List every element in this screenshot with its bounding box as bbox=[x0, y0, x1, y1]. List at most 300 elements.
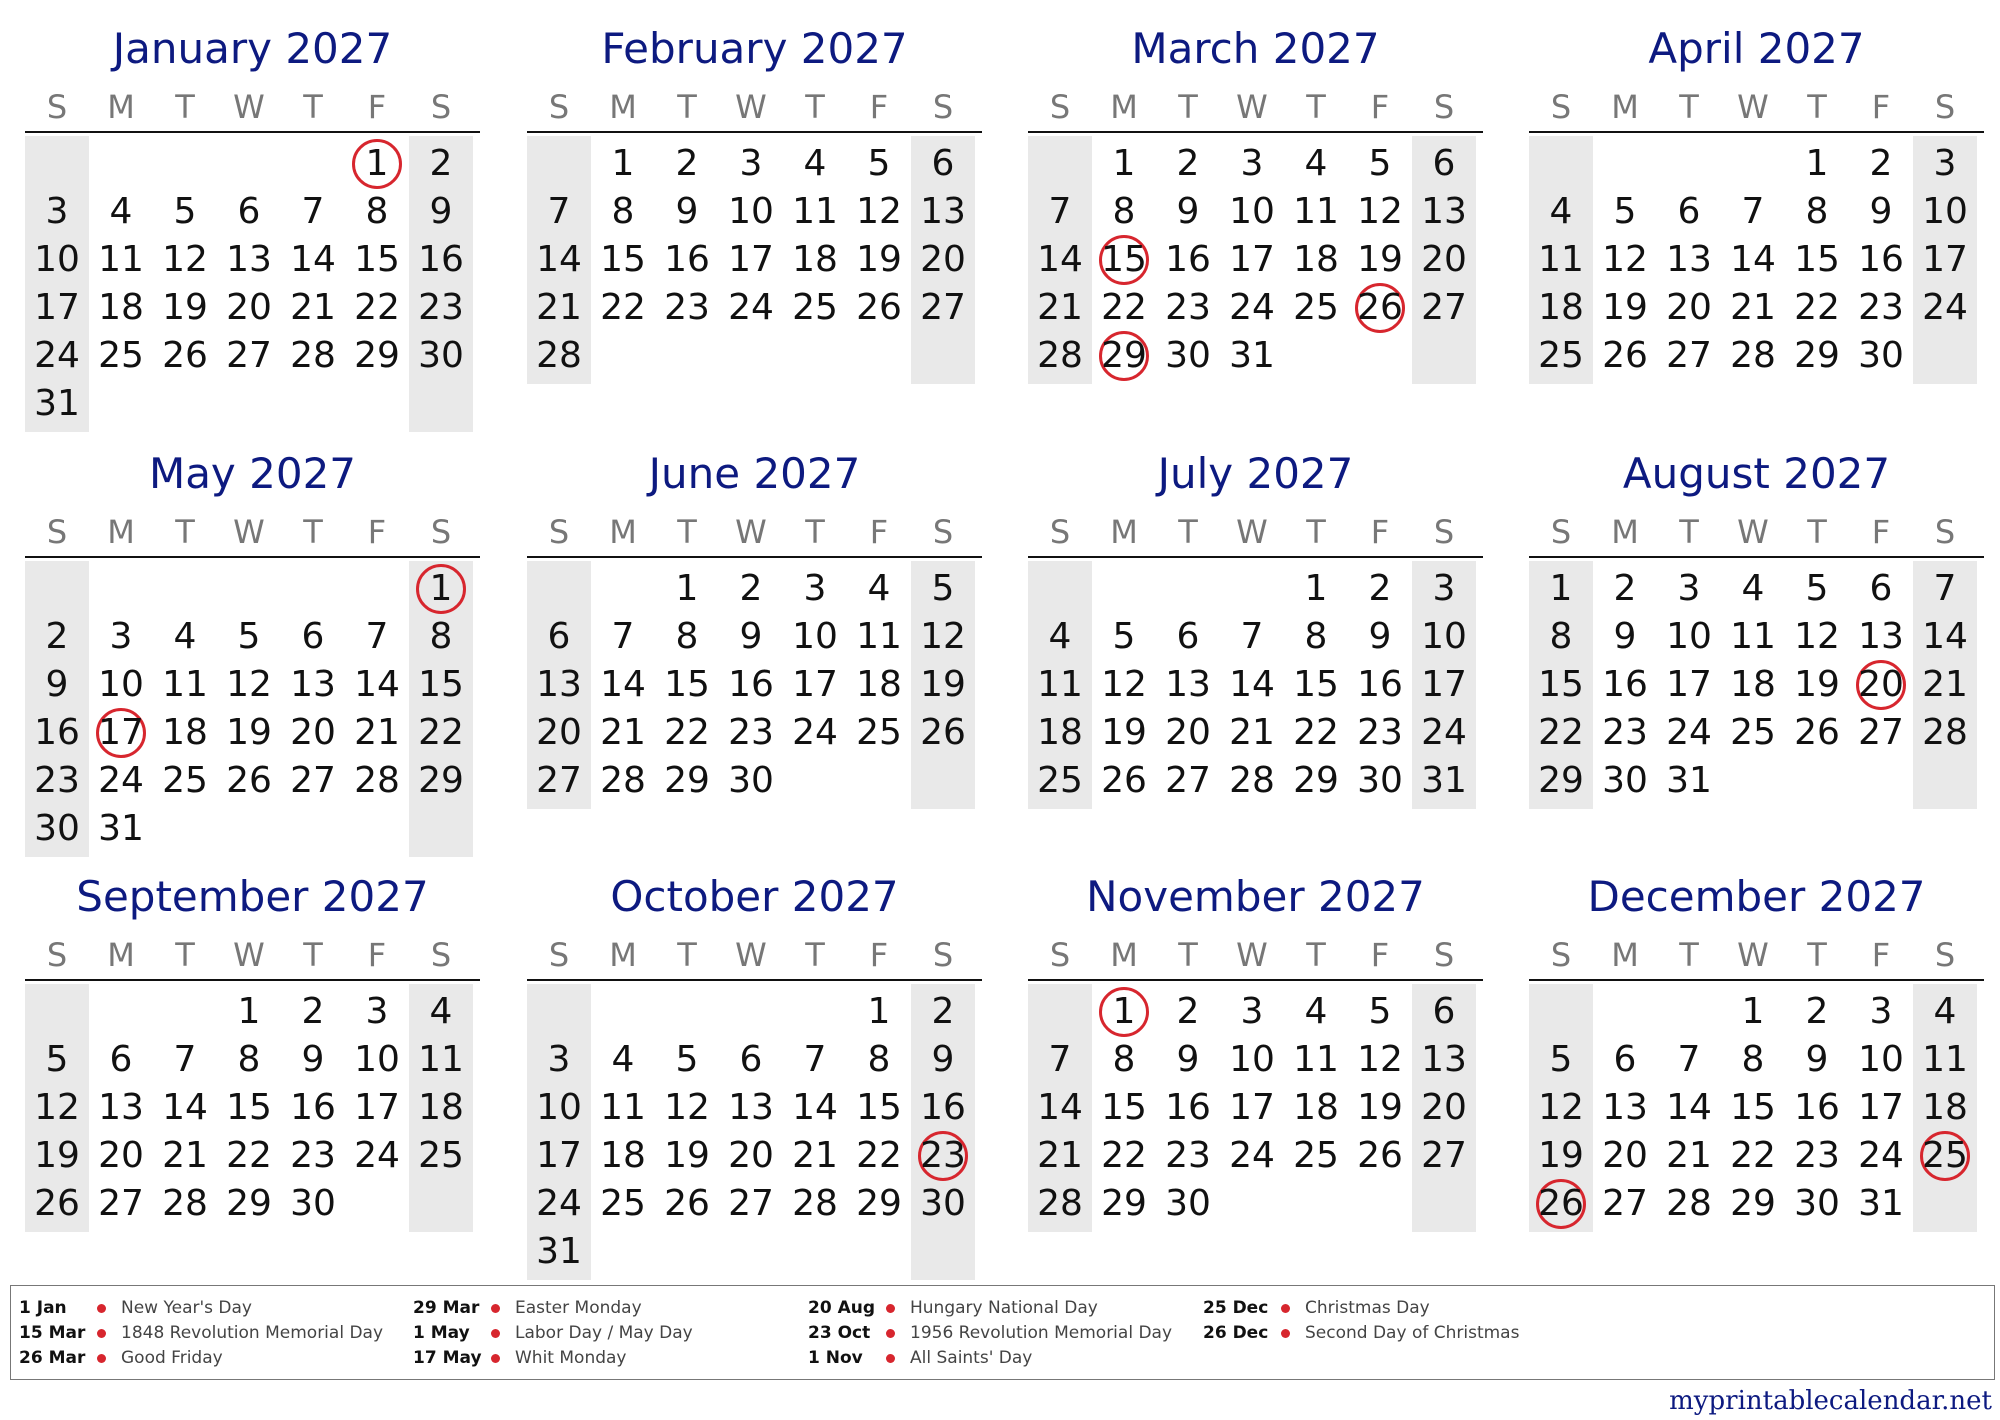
weekday-label: S bbox=[1934, 88, 1956, 126]
day-cell: 23 bbox=[34, 760, 80, 801]
day-cell: 10 bbox=[34, 239, 80, 280]
day-cell: 1 bbox=[1112, 991, 1136, 1032]
weekday-header bbox=[1028, 933, 1483, 977]
month-block bbox=[1529, 858, 1984, 1268]
weekday-label: W bbox=[1236, 88, 1268, 126]
weekday-label: W bbox=[1236, 513, 1268, 551]
weekday-label: M bbox=[107, 936, 135, 974]
day-cell: 18 bbox=[856, 664, 902, 705]
weekday-label: S bbox=[46, 88, 68, 126]
day-cell: 7 bbox=[1933, 568, 1957, 609]
holiday-name: New Year's Day bbox=[121, 1298, 252, 1318]
day-cell: 6 bbox=[739, 1039, 763, 1080]
weekday-header bbox=[1529, 933, 1984, 977]
day-cell: 4 bbox=[1048, 616, 1072, 657]
day-cell: 2 bbox=[1176, 991, 1200, 1032]
weekday-label: S bbox=[46, 513, 68, 551]
legend-item bbox=[413, 1346, 803, 1371]
day-cell: 7 bbox=[1677, 1039, 1701, 1080]
day-cell: 26 bbox=[664, 1183, 710, 1224]
day-cell: 11 bbox=[1293, 191, 1339, 232]
day-cell: 26 bbox=[226, 760, 272, 801]
day-cell: 25 bbox=[1293, 1135, 1339, 1176]
day-cell: 5 bbox=[173, 191, 197, 232]
day-cell: 22 bbox=[664, 712, 710, 753]
day-cell: 12 bbox=[1357, 191, 1403, 232]
weekday-label: F bbox=[367, 513, 387, 551]
day-cell: 14 bbox=[162, 1087, 208, 1128]
weekday-label: T bbox=[1306, 88, 1326, 126]
day-cell: 11 bbox=[1538, 239, 1584, 280]
day-cell: 17 bbox=[1858, 1087, 1904, 1128]
day-cell: 3 bbox=[1933, 143, 1957, 184]
day-cell: 5 bbox=[1368, 991, 1392, 1032]
day-cell: 8 bbox=[675, 616, 699, 657]
month-block bbox=[1529, 435, 1984, 845]
day-cell: 26 bbox=[920, 712, 966, 753]
holiday-dot-icon bbox=[97, 1304, 106, 1313]
header-divider bbox=[25, 131, 480, 133]
weekday-label: T bbox=[1178, 88, 1198, 126]
day-cell: 20 bbox=[536, 712, 582, 753]
day-cell: 23 bbox=[920, 1135, 966, 1176]
day-cell: 22 bbox=[354, 287, 400, 328]
day-cell: 23 bbox=[664, 287, 710, 328]
day-cell: 9 bbox=[675, 191, 699, 232]
day-cell: 31 bbox=[1421, 760, 1467, 801]
weekday-label: F bbox=[869, 88, 889, 126]
weekday-label: T bbox=[677, 513, 697, 551]
month-block bbox=[1529, 10, 1984, 420]
day-cell: 30 bbox=[290, 1183, 336, 1224]
month-title: November 2027 bbox=[1086, 872, 1425, 921]
weekday-label: T bbox=[303, 936, 323, 974]
day-cell: 16 bbox=[1165, 1087, 1211, 1128]
header-divider bbox=[1529, 556, 1984, 558]
day-cell: 23 bbox=[290, 1135, 336, 1176]
day-cell: 16 bbox=[290, 1087, 336, 1128]
day-cell: 5 bbox=[1549, 1039, 1573, 1080]
day-cell: 29 bbox=[418, 760, 464, 801]
day-cell: 13 bbox=[536, 664, 582, 705]
weekday-label: T bbox=[1807, 513, 1827, 551]
weekday-label: S bbox=[548, 936, 570, 974]
weekday-label: F bbox=[869, 513, 889, 551]
day-cell: 3 bbox=[1432, 568, 1456, 609]
weekday-label: T bbox=[175, 513, 195, 551]
weekday-label: S bbox=[1049, 88, 1071, 126]
day-cell: 28 bbox=[536, 335, 582, 376]
day-cell: 25 bbox=[1922, 1135, 1968, 1176]
day-cell: 17 bbox=[354, 1087, 400, 1128]
day-cell: 1 bbox=[1805, 143, 1829, 184]
day-cell: 15 bbox=[418, 664, 464, 705]
day-cell: 16 bbox=[1165, 239, 1211, 280]
day-cell: 14 bbox=[1037, 239, 1083, 280]
day-cell: 9 bbox=[1613, 616, 1637, 657]
day-cell: 24 bbox=[98, 760, 144, 801]
holiday-dot-icon bbox=[491, 1329, 500, 1338]
day-cell: 12 bbox=[664, 1087, 710, 1128]
weekday-header bbox=[527, 85, 982, 129]
day-cell: 20 bbox=[1421, 1087, 1467, 1128]
weekday-label: S bbox=[1934, 936, 1956, 974]
day-cell: 1 bbox=[867, 991, 891, 1032]
day-cell: 31 bbox=[1666, 760, 1712, 801]
day-cell: 8 bbox=[1304, 616, 1328, 657]
legend-item bbox=[19, 1321, 409, 1346]
day-cell: 18 bbox=[162, 712, 208, 753]
day-cell: 30 bbox=[1357, 760, 1403, 801]
holiday-name: Easter Monday bbox=[515, 1298, 642, 1318]
day-cell: 18 bbox=[418, 1087, 464, 1128]
day-cell: 2 bbox=[1805, 991, 1829, 1032]
weekday-label: F bbox=[1370, 936, 1390, 974]
weekday-label: W bbox=[735, 513, 767, 551]
day-cell: 14 bbox=[792, 1087, 838, 1128]
day-cell: 3 bbox=[1677, 568, 1701, 609]
day-cell: 16 bbox=[920, 1087, 966, 1128]
day-cell: 12 bbox=[920, 616, 966, 657]
day-cell: 11 bbox=[162, 664, 208, 705]
month-title: April 2027 bbox=[1648, 24, 1865, 73]
day-cell: 18 bbox=[1037, 712, 1083, 753]
day-cell: 27 bbox=[1421, 1135, 1467, 1176]
day-cell: 27 bbox=[98, 1183, 144, 1224]
legend-item bbox=[808, 1321, 1198, 1346]
weekday-label: W bbox=[1737, 513, 1769, 551]
holiday-dot-icon bbox=[97, 1354, 106, 1363]
weekday-label: S bbox=[1433, 513, 1455, 551]
day-cell: 10 bbox=[1229, 1039, 1275, 1080]
day-cell: 19 bbox=[1357, 1087, 1403, 1128]
header-divider bbox=[527, 556, 982, 558]
month-title: October 2027 bbox=[610, 872, 899, 921]
legend-item bbox=[19, 1296, 409, 1321]
month-title: January 2027 bbox=[112, 24, 393, 73]
day-cell: 28 bbox=[792, 1183, 838, 1224]
day-cell: 24 bbox=[1666, 712, 1712, 753]
weekday-label: S bbox=[548, 88, 570, 126]
day-cell: 18 bbox=[98, 287, 144, 328]
legend-item bbox=[413, 1296, 803, 1321]
day-cell: 8 bbox=[1112, 1039, 1136, 1080]
day-cell: 25 bbox=[600, 1183, 646, 1224]
day-cell: 19 bbox=[34, 1135, 80, 1176]
day-cell: 6 bbox=[1432, 991, 1456, 1032]
day-cell: 5 bbox=[237, 616, 261, 657]
day-cell: 10 bbox=[1229, 191, 1275, 232]
weekday-label: W bbox=[1737, 88, 1769, 126]
day-cell: 20 bbox=[728, 1135, 774, 1176]
day-cell: 31 bbox=[536, 1231, 582, 1272]
month-block bbox=[25, 435, 480, 849]
day-cell: 28 bbox=[1229, 760, 1275, 801]
day-cell: 4 bbox=[429, 991, 453, 1032]
holiday-legend bbox=[10, 1285, 1995, 1380]
weekday-label: S bbox=[430, 88, 452, 126]
day-cell: 18 bbox=[600, 1135, 646, 1176]
day-cell: 26 bbox=[1101, 760, 1147, 801]
day-cell: 10 bbox=[536, 1087, 582, 1128]
day-cell: 28 bbox=[1037, 335, 1083, 376]
day-cell: 5 bbox=[1368, 143, 1392, 184]
day-cell: 8 bbox=[429, 616, 453, 657]
day-cell: 7 bbox=[173, 1039, 197, 1080]
weekday-label: T bbox=[677, 88, 697, 126]
day-cell: 10 bbox=[1858, 1039, 1904, 1080]
day-cell: 15 bbox=[856, 1087, 902, 1128]
weekday-label: T bbox=[303, 513, 323, 551]
day-cell: 4 bbox=[1304, 991, 1328, 1032]
day-cell: 26 bbox=[1357, 287, 1403, 328]
day-cell: 9 bbox=[45, 664, 69, 705]
day-cell: 10 bbox=[792, 616, 838, 657]
day-cell: 27 bbox=[920, 287, 966, 328]
day-cell: 10 bbox=[1922, 191, 1968, 232]
month-title: August 2027 bbox=[1622, 449, 1891, 498]
day-cell: 24 bbox=[1858, 1135, 1904, 1176]
header-divider bbox=[25, 556, 480, 558]
day-cell: 23 bbox=[1165, 1135, 1211, 1176]
day-cell: 4 bbox=[1741, 568, 1765, 609]
day-cell: 18 bbox=[1922, 1087, 1968, 1128]
day-cell: 21 bbox=[1922, 664, 1968, 705]
day-cell: 22 bbox=[1101, 1135, 1147, 1176]
day-cell: 9 bbox=[1176, 191, 1200, 232]
day-cell: 16 bbox=[34, 712, 80, 753]
day-cell: 14 bbox=[1666, 1087, 1712, 1128]
day-cell: 19 bbox=[226, 712, 272, 753]
day-cell: 1 bbox=[1549, 568, 1573, 609]
day-cell: 22 bbox=[1538, 712, 1584, 753]
weekday-label: F bbox=[869, 936, 889, 974]
legend-item bbox=[808, 1296, 1198, 1321]
day-cell: 17 bbox=[1229, 239, 1275, 280]
site-credit[interactable]: myprintablecalendar.net bbox=[1669, 1386, 1992, 1416]
day-cell: 7 bbox=[1240, 616, 1264, 657]
weekday-label: S bbox=[430, 513, 452, 551]
day-cell: 15 bbox=[1101, 239, 1147, 280]
header-divider bbox=[1028, 131, 1483, 133]
header-divider bbox=[527, 979, 982, 981]
day-cell: 29 bbox=[1293, 760, 1339, 801]
day-cell: 21 bbox=[1666, 1135, 1712, 1176]
day-cell: 29 bbox=[664, 760, 710, 801]
holiday-name: Hungary National Day bbox=[910, 1298, 1098, 1318]
day-cell: 20 bbox=[1421, 239, 1467, 280]
holiday-date: 1 Nov bbox=[808, 1348, 863, 1368]
day-cell: 17 bbox=[1922, 239, 1968, 280]
day-cell: 22 bbox=[856, 1135, 902, 1176]
weekday-label: T bbox=[1679, 88, 1699, 126]
day-cell: 21 bbox=[354, 712, 400, 753]
day-cell: 27 bbox=[728, 1183, 774, 1224]
day-cell: 9 bbox=[301, 1039, 325, 1080]
day-cell: 14 bbox=[1730, 239, 1776, 280]
day-cell: 2 bbox=[931, 991, 955, 1032]
day-cell: 6 bbox=[1677, 191, 1701, 232]
weekday-header bbox=[1529, 85, 1984, 129]
month-block bbox=[1028, 435, 1483, 845]
holiday-date: 20 Aug bbox=[808, 1298, 876, 1318]
day-cell: 9 bbox=[931, 1039, 955, 1080]
weekday-label: S bbox=[1049, 936, 1071, 974]
day-cell: 20 bbox=[290, 712, 336, 753]
header-divider bbox=[25, 979, 480, 981]
weekday-header bbox=[25, 85, 480, 129]
day-cell: 18 bbox=[1293, 1087, 1339, 1128]
weekday-label: W bbox=[233, 936, 265, 974]
month-block bbox=[25, 10, 480, 424]
header-divider bbox=[1028, 979, 1483, 981]
legend-item bbox=[1203, 1321, 1593, 1346]
day-cell: 30 bbox=[1858, 335, 1904, 376]
day-cell: 13 bbox=[1858, 616, 1904, 657]
day-cell: 27 bbox=[1602, 1183, 1648, 1224]
day-cell: 25 bbox=[98, 335, 144, 376]
day-cell: 25 bbox=[792, 287, 838, 328]
month-title: May 2027 bbox=[148, 449, 357, 498]
day-cell: 20 bbox=[920, 239, 966, 280]
day-cell: 9 bbox=[1176, 1039, 1200, 1080]
holiday-dot-icon bbox=[886, 1329, 895, 1338]
holiday-dot-icon bbox=[886, 1354, 895, 1363]
day-cell: 8 bbox=[1741, 1039, 1765, 1080]
day-cell: 2 bbox=[429, 143, 453, 184]
weekday-label: T bbox=[1306, 513, 1326, 551]
day-cell: 12 bbox=[856, 191, 902, 232]
day-cell: 2 bbox=[675, 143, 699, 184]
weekday-label: F bbox=[1370, 513, 1390, 551]
day-cell: 11 bbox=[418, 1039, 464, 1080]
day-cell: 5 bbox=[931, 568, 955, 609]
holiday-name: Christmas Day bbox=[1305, 1298, 1430, 1318]
weekday-label: W bbox=[1236, 936, 1268, 974]
holiday-dot-icon bbox=[886, 1304, 895, 1313]
day-cell: 26 bbox=[162, 335, 208, 376]
day-cell: 7 bbox=[803, 1039, 827, 1080]
day-cell: 6 bbox=[1432, 143, 1456, 184]
day-cell: 28 bbox=[600, 760, 646, 801]
day-cell: 18 bbox=[1538, 287, 1584, 328]
holiday-dot-icon bbox=[1281, 1304, 1290, 1313]
day-cell: 9 bbox=[1805, 1039, 1829, 1080]
day-cell: 19 bbox=[664, 1135, 710, 1176]
day-cell: 27 bbox=[1858, 712, 1904, 753]
weekday-label: T bbox=[1178, 513, 1198, 551]
weekday-label: T bbox=[1807, 936, 1827, 974]
day-cell: 13 bbox=[1602, 1087, 1648, 1128]
day-cell: 17 bbox=[1666, 664, 1712, 705]
day-cell: 9 bbox=[739, 616, 763, 657]
day-cell: 1 bbox=[429, 568, 453, 609]
weekday-label: T bbox=[1679, 936, 1699, 974]
holiday-dot-icon bbox=[491, 1304, 500, 1313]
month-block bbox=[527, 435, 982, 845]
day-cell: 3 bbox=[109, 616, 133, 657]
weekday-label: T bbox=[805, 513, 825, 551]
month-title: December 2027 bbox=[1587, 872, 1926, 921]
weekday-label: F bbox=[1871, 513, 1891, 551]
day-cell: 6 bbox=[109, 1039, 133, 1080]
day-cell: 13 bbox=[1666, 239, 1712, 280]
day-cell: 15 bbox=[1730, 1087, 1776, 1128]
day-cell: 30 bbox=[1794, 1183, 1840, 1224]
weekday-label: W bbox=[735, 88, 767, 126]
weekday-label: F bbox=[1871, 88, 1891, 126]
day-cell: 17 bbox=[792, 664, 838, 705]
weekday-label: T bbox=[175, 936, 195, 974]
day-cell: 3 bbox=[1869, 991, 1893, 1032]
weekday-label: M bbox=[1110, 513, 1138, 551]
day-cell: 25 bbox=[856, 712, 902, 753]
day-cell: 15 bbox=[1538, 664, 1584, 705]
day-cell: 29 bbox=[1794, 335, 1840, 376]
holiday-date: 25 Dec bbox=[1203, 1298, 1269, 1318]
day-cell: 17 bbox=[34, 287, 80, 328]
day-cell: 6 bbox=[931, 143, 955, 184]
day-cell: 14 bbox=[1922, 616, 1968, 657]
day-cell: 8 bbox=[1549, 616, 1573, 657]
day-cell: 19 bbox=[1357, 239, 1403, 280]
day-cell: 8 bbox=[611, 191, 635, 232]
day-cell: 3 bbox=[45, 191, 69, 232]
day-cell: 12 bbox=[1538, 1087, 1584, 1128]
day-cell: 13 bbox=[920, 191, 966, 232]
day-cell: 18 bbox=[792, 239, 838, 280]
holiday-date: 15 Mar bbox=[19, 1323, 86, 1343]
day-cell: 7 bbox=[301, 191, 325, 232]
day-cell: 2 bbox=[1368, 568, 1392, 609]
day-cell: 15 bbox=[354, 239, 400, 280]
day-cell: 13 bbox=[1165, 664, 1211, 705]
day-cell: 19 bbox=[1538, 1135, 1584, 1176]
day-cell: 3 bbox=[1240, 143, 1264, 184]
day-cell: 31 bbox=[1858, 1183, 1904, 1224]
weekday-label: S bbox=[46, 936, 68, 974]
day-cell: 26 bbox=[1538, 1183, 1584, 1224]
day-cell: 10 bbox=[728, 191, 774, 232]
day-cell: 16 bbox=[1858, 239, 1904, 280]
weekday-label: T bbox=[677, 936, 697, 974]
day-cell: 20 bbox=[1165, 712, 1211, 753]
month-block bbox=[1028, 858, 1483, 1268]
holiday-name: Whit Monday bbox=[515, 1348, 627, 1368]
month-title: July 2027 bbox=[1157, 449, 1354, 498]
day-cell: 13 bbox=[98, 1087, 144, 1128]
day-cell: 11 bbox=[1037, 664, 1083, 705]
weekday-label: M bbox=[609, 936, 637, 974]
day-cell: 28 bbox=[354, 760, 400, 801]
day-cell: 1 bbox=[1741, 991, 1765, 1032]
day-cell: 1 bbox=[365, 143, 389, 184]
day-cell: 11 bbox=[1922, 1039, 1968, 1080]
day-cell: 10 bbox=[1666, 616, 1712, 657]
holiday-dot-icon bbox=[97, 1329, 106, 1338]
day-cell: 24 bbox=[728, 287, 774, 328]
legend-item bbox=[19, 1346, 409, 1371]
day-cell: 8 bbox=[365, 191, 389, 232]
holiday-name: 1956 Revolution Memorial Day bbox=[910, 1323, 1173, 1343]
weekday-header bbox=[25, 933, 480, 977]
day-cell: 29 bbox=[1101, 1183, 1147, 1224]
holiday-dot-icon bbox=[491, 1354, 500, 1363]
weekday-header bbox=[527, 933, 982, 977]
weekday-label: M bbox=[1611, 513, 1639, 551]
day-cell: 24 bbox=[1421, 712, 1467, 753]
day-cell: 29 bbox=[1101, 335, 1147, 376]
